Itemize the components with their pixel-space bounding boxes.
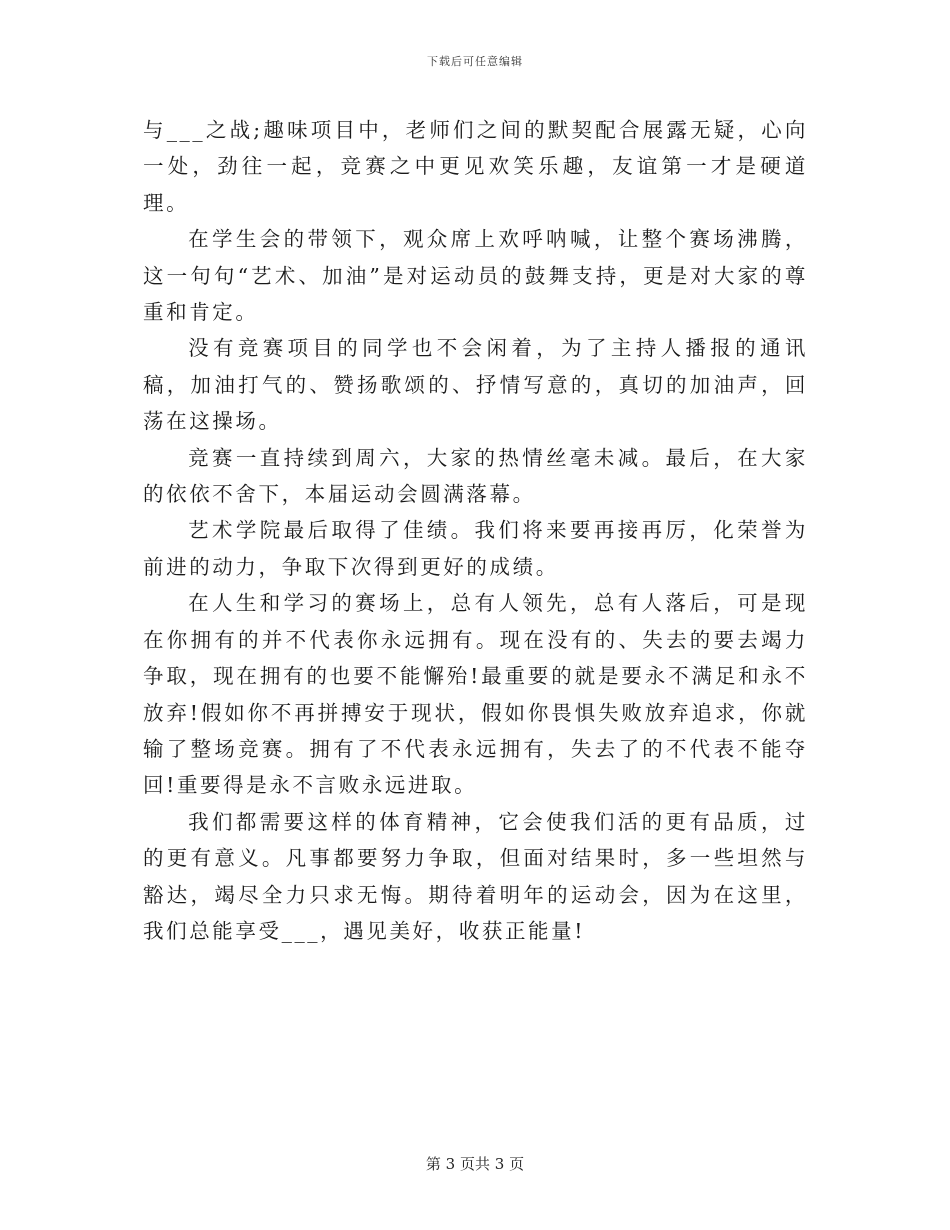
paragraph: 没有竞赛项目的同学也不会闲着，为了主持人播报的通讯稿，加油打气的、赞扬歌颂的、抒情写意的，真切的加油声，回荡在这操场。 <box>143 336 808 434</box>
paragraph: 与___之战;趣味项目中，老师们之间的默契配合展露无疑，心向一处，劲往一起，竞赛之中更见欢笑乐趣，友谊第一才是硬道理。 <box>143 118 808 215</box>
paragraph: 在人生和学习的赛场上，总有人领先，总有人落后，可是现在你拥有的并不代表你永远拥有。现在没有的、失去的要去竭力争取，现在拥有的也要不能懈殆!最重要的就是要永不满足和永不放弃!假如你不再拼搏安于现状，假如你畏惧失败放弃追求，你就输了整场竞赛。拥有了不代表永远拥有，失去了的不代表不能夺回!重要得是永不言败永远进取。 <box>143 591 808 798</box>
paragraph: 我们都需要这样的体育精神，它会使我们活的更有品质，过的更有意义。凡事都要努力争取，但面对结果时，多一些坦然与豁达，竭尽全力只求无悔。期待着明年的运动会，因为在这里，我们总能享受___，遇见美好，收获正能量! <box>143 809 808 943</box>
paragraph: 在学生会的带领下，观众席上欢呼呐喊，让整个赛场沸腾，这一句句“艺术、加油”是对运动员的鼓舞支持，更是对大家的尊重和肯定。 <box>143 227 808 325</box>
page-number: 第 3 页共 3 页 <box>425 1155 525 1173</box>
paragraph: 艺术学院最后取得了佳绩。我们将来要再接再厉，化荣誉为前进的动力，争取下次得到更好的成绩。 <box>143 518 808 579</box>
document-body <box>143 112 808 949</box>
paragraph: 竞赛一直持续到周六，大家的热情丝毫未减。最后，在大家的依依不舍下，本届运动会圆满落幕。 <box>143 445 808 507</box>
page-header: 下载后可任意编辑 <box>427 55 523 68</box>
